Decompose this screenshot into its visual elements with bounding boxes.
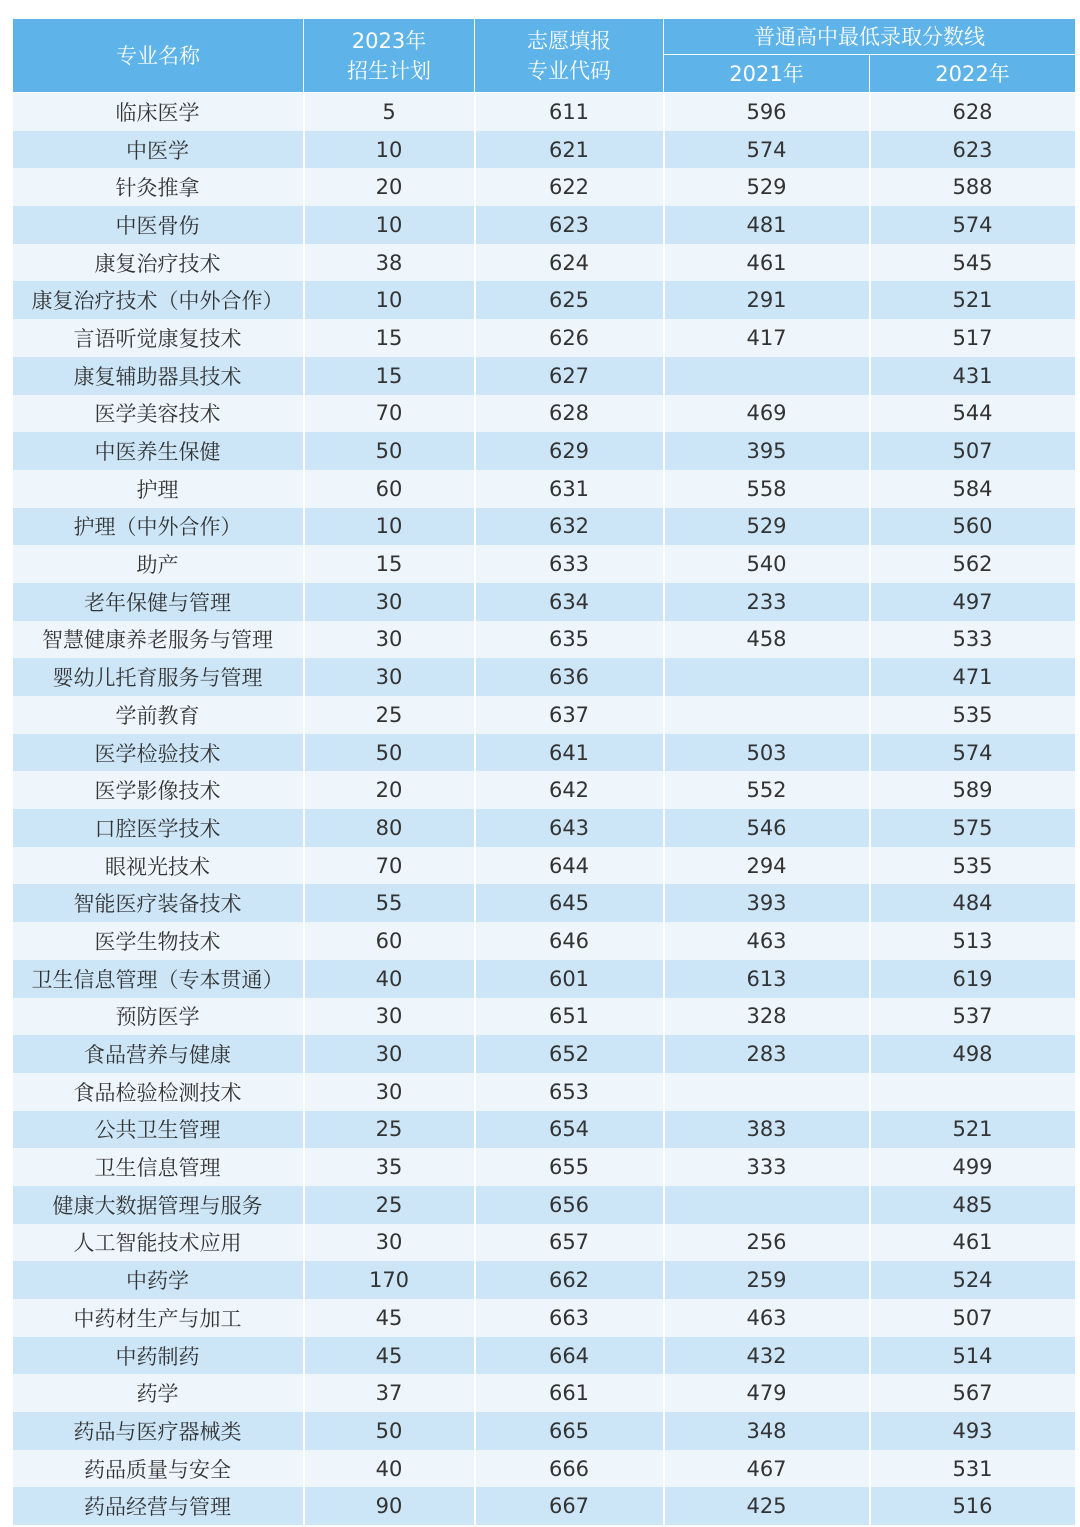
table-row bbox=[13, 771, 1076, 809]
enrollment-plan-cell: 15 bbox=[304, 319, 475, 357]
table-row bbox=[13, 470, 1076, 508]
table-body bbox=[13, 93, 1076, 1526]
score-2022-cell: 575 bbox=[870, 809, 1076, 847]
enrollment-plan-cell: 10 bbox=[304, 508, 475, 546]
major-name-cell: 老年保健与管理 bbox=[13, 583, 304, 621]
major-name-cell: 卫生信息管理 bbox=[13, 1148, 304, 1186]
table-row bbox=[13, 998, 1076, 1036]
major-name-cell: 针灸推拿 bbox=[13, 168, 304, 206]
score-2022-cell: 588 bbox=[870, 168, 1076, 206]
table-row bbox=[13, 1224, 1076, 1262]
score-2022-cell: 531 bbox=[870, 1450, 1076, 1488]
major-name-cell: 公共卫生管理 bbox=[13, 1111, 304, 1149]
major-name-cell: 中药学 bbox=[13, 1261, 304, 1299]
major-code-cell: 655 bbox=[475, 1148, 664, 1186]
table-row bbox=[13, 395, 1076, 433]
major-name-cell: 智慧健康养老服务与管理 bbox=[13, 621, 304, 659]
table-row bbox=[13, 93, 1076, 131]
major-code-cell: 633 bbox=[475, 545, 664, 583]
enrollment-plan-cell: 15 bbox=[304, 545, 475, 583]
major-name-cell: 眼视光技术 bbox=[13, 847, 304, 885]
enrollment-plan-cell: 170 bbox=[304, 1261, 475, 1299]
major-code-cell: 601 bbox=[475, 960, 664, 998]
major-code-cell: 625 bbox=[475, 281, 664, 319]
major-code-cell: 622 bbox=[475, 168, 664, 206]
score-2022-cell: 514 bbox=[870, 1337, 1076, 1375]
major-code-cell: 652 bbox=[475, 1035, 664, 1073]
score-2021-cell: 233 bbox=[664, 583, 870, 621]
score-2022-cell: 623 bbox=[870, 131, 1076, 169]
table-row bbox=[13, 1450, 1076, 1488]
major-name-cell: 人工智能技术应用 bbox=[13, 1224, 304, 1262]
major-name-cell: 医学检验技术 bbox=[13, 734, 304, 772]
major-name-cell: 医学美容技术 bbox=[13, 395, 304, 433]
enrollment-plan-cell: 30 bbox=[304, 1224, 475, 1262]
score-2022-cell: 545 bbox=[870, 244, 1076, 282]
table-row bbox=[13, 847, 1076, 885]
table-row bbox=[13, 960, 1076, 998]
table-row bbox=[13, 1035, 1076, 1073]
major-name-cell: 康复治疗技术 bbox=[13, 244, 304, 282]
table-row bbox=[13, 281, 1076, 319]
score-2021-cell bbox=[664, 1186, 870, 1224]
table-row bbox=[13, 1111, 1076, 1149]
table-row bbox=[13, 621, 1076, 659]
score-2021-cell: 546 bbox=[664, 809, 870, 847]
table-row bbox=[13, 922, 1076, 960]
score-2021-cell: 479 bbox=[664, 1374, 870, 1412]
major-name-cell: 预防医学 bbox=[13, 998, 304, 1036]
enrollment-plan-cell: 45 bbox=[304, 1299, 475, 1337]
enrollment-plan-cell: 60 bbox=[304, 470, 475, 508]
header-score-group: 普通高中最低录取分数线 bbox=[664, 19, 1076, 55]
score-2022-cell: 507 bbox=[870, 1299, 1076, 1337]
score-2021-cell: 467 bbox=[664, 1450, 870, 1488]
major-code-cell: 657 bbox=[475, 1224, 664, 1262]
major-code-cell: 646 bbox=[475, 922, 664, 960]
score-2021-cell: 333 bbox=[664, 1148, 870, 1186]
score-2022-cell: 484 bbox=[870, 884, 1076, 922]
enrollment-plan-cell: 40 bbox=[304, 1450, 475, 1488]
major-name-cell: 口腔医学技术 bbox=[13, 809, 304, 847]
major-code-cell: 643 bbox=[475, 809, 664, 847]
major-code-cell: 663 bbox=[475, 1299, 664, 1337]
enrollment-plan-cell: 90 bbox=[304, 1487, 475, 1525]
major-code-cell: 661 bbox=[475, 1374, 664, 1412]
header-major-name: 专业名称 bbox=[13, 19, 304, 93]
table-row bbox=[13, 696, 1076, 734]
score-2022-cell: 535 bbox=[870, 847, 1076, 885]
score-2022-cell: 544 bbox=[870, 395, 1076, 433]
enrollment-plan-cell: 50 bbox=[304, 1412, 475, 1450]
major-name-cell: 中药制药 bbox=[13, 1337, 304, 1375]
score-2021-cell: 328 bbox=[664, 998, 870, 1036]
enrollment-plan-cell: 30 bbox=[304, 583, 475, 621]
major-name-cell: 中药材生产与加工 bbox=[13, 1299, 304, 1337]
score-2021-cell: 558 bbox=[664, 470, 870, 508]
major-code-cell: 635 bbox=[475, 621, 664, 659]
major-code-cell: 631 bbox=[475, 470, 664, 508]
major-code-cell: 634 bbox=[475, 583, 664, 621]
enrollment-plan-cell: 30 bbox=[304, 998, 475, 1036]
major-name-cell: 智能医疗装备技术 bbox=[13, 884, 304, 922]
score-2021-cell: 463 bbox=[664, 1299, 870, 1337]
enrollment-plan-cell: 30 bbox=[304, 621, 475, 659]
score-2021-cell: 458 bbox=[664, 621, 870, 659]
table-row bbox=[13, 1412, 1076, 1450]
major-code-cell: 664 bbox=[475, 1337, 664, 1375]
table-row bbox=[13, 1261, 1076, 1299]
major-code-cell: 629 bbox=[475, 432, 664, 470]
score-2021-cell: 393 bbox=[664, 884, 870, 922]
enrollment-plan-cell: 25 bbox=[304, 1111, 475, 1149]
major-name-cell: 卫生信息管理（专本贯通） bbox=[13, 960, 304, 998]
major-name-cell: 言语听觉康复技术 bbox=[13, 319, 304, 357]
enrollment-plan-cell: 30 bbox=[304, 658, 475, 696]
header-year-2021: 2021年 bbox=[664, 55, 870, 93]
major-name-cell: 康复辅助器具技术 bbox=[13, 357, 304, 395]
enrollment-plan-cell: 50 bbox=[304, 734, 475, 772]
table-row bbox=[13, 1374, 1076, 1412]
major-name-cell: 医学影像技术 bbox=[13, 771, 304, 809]
score-2022-cell: 461 bbox=[870, 1224, 1076, 1262]
table-row bbox=[13, 545, 1076, 583]
table-row bbox=[13, 1337, 1076, 1375]
major-code-cell: 644 bbox=[475, 847, 664, 885]
score-2022-cell: 560 bbox=[870, 508, 1076, 546]
major-name-cell: 医学生物技术 bbox=[13, 922, 304, 960]
major-code-cell: 641 bbox=[475, 734, 664, 772]
major-name-cell: 健康大数据管理与服务 bbox=[13, 1186, 304, 1224]
admission-table bbox=[12, 18, 1077, 1525]
table-row bbox=[13, 884, 1076, 922]
score-2022-cell: 471 bbox=[870, 658, 1076, 696]
score-2021-cell: 529 bbox=[664, 168, 870, 206]
score-2022-cell: 498 bbox=[870, 1035, 1076, 1073]
enrollment-plan-cell: 5 bbox=[304, 93, 475, 131]
score-2021-cell: 425 bbox=[664, 1487, 870, 1525]
enrollment-plan-cell: 50 bbox=[304, 432, 475, 470]
header-code-line2: 专业代码 bbox=[527, 58, 611, 83]
score-2022-cell: 516 bbox=[870, 1487, 1076, 1525]
score-2022-cell: 493 bbox=[870, 1412, 1076, 1450]
major-code-cell: 642 bbox=[475, 771, 664, 809]
table-header bbox=[13, 19, 1076, 93]
table-row bbox=[13, 432, 1076, 470]
table-row bbox=[13, 131, 1076, 169]
major-name-cell: 食品检验检测技术 bbox=[13, 1073, 304, 1111]
enrollment-plan-cell: 20 bbox=[304, 168, 475, 206]
enrollment-plan-cell: 25 bbox=[304, 1186, 475, 1224]
major-name-cell: 中医骨伤 bbox=[13, 206, 304, 244]
score-2022-cell: 584 bbox=[870, 470, 1076, 508]
major-name-cell: 助产 bbox=[13, 545, 304, 583]
enrollment-plan-cell: 25 bbox=[304, 696, 475, 734]
score-2021-cell: 383 bbox=[664, 1111, 870, 1149]
major-code-cell: 611 bbox=[475, 93, 664, 131]
enrollment-plan-cell: 45 bbox=[304, 1337, 475, 1375]
enrollment-plan-cell: 38 bbox=[304, 244, 475, 282]
score-2022-cell: 619 bbox=[870, 960, 1076, 998]
table-row bbox=[13, 357, 1076, 395]
major-name-cell: 中医学 bbox=[13, 131, 304, 169]
score-2021-cell: 259 bbox=[664, 1261, 870, 1299]
enrollment-plan-cell: 37 bbox=[304, 1374, 475, 1412]
enrollment-plan-cell: 30 bbox=[304, 1073, 475, 1111]
score-2021-cell: 613 bbox=[664, 960, 870, 998]
score-2021-cell: 256 bbox=[664, 1224, 870, 1262]
score-2021-cell: 552 bbox=[664, 771, 870, 809]
score-2022-cell: 431 bbox=[870, 357, 1076, 395]
enrollment-plan-cell: 30 bbox=[304, 1035, 475, 1073]
major-code-cell: 637 bbox=[475, 696, 664, 734]
score-2022-cell: 507 bbox=[870, 432, 1076, 470]
major-name-cell: 护理（中外合作） bbox=[13, 508, 304, 546]
enrollment-plan-cell: 15 bbox=[304, 357, 475, 395]
major-code-cell: 626 bbox=[475, 319, 664, 357]
major-code-cell: 636 bbox=[475, 658, 664, 696]
major-code-cell: 624 bbox=[475, 244, 664, 282]
major-name-cell: 药学 bbox=[13, 1374, 304, 1412]
major-code-cell: 656 bbox=[475, 1186, 664, 1224]
major-code-cell: 621 bbox=[475, 131, 664, 169]
major-name-cell: 药品质量与安全 bbox=[13, 1450, 304, 1488]
score-2022-cell bbox=[870, 1073, 1076, 1111]
table-row bbox=[13, 809, 1076, 847]
enrollment-plan-cell: 70 bbox=[304, 847, 475, 885]
score-2022-cell: 499 bbox=[870, 1148, 1076, 1186]
score-2021-cell bbox=[664, 357, 870, 395]
enrollment-plan-cell: 35 bbox=[304, 1148, 475, 1186]
enrollment-plan-cell: 80 bbox=[304, 809, 475, 847]
table-row bbox=[13, 244, 1076, 282]
score-2021-cell: 461 bbox=[664, 244, 870, 282]
score-2022-cell: 485 bbox=[870, 1186, 1076, 1224]
enrollment-plan-cell: 10 bbox=[304, 281, 475, 319]
table-row bbox=[13, 1148, 1076, 1186]
enrollment-plan-cell: 10 bbox=[304, 206, 475, 244]
score-2021-cell: 469 bbox=[664, 395, 870, 433]
major-code-cell: 666 bbox=[475, 1450, 664, 1488]
score-2021-cell: 574 bbox=[664, 131, 870, 169]
score-2022-cell: 589 bbox=[870, 771, 1076, 809]
header-enrollment-plan bbox=[304, 19, 475, 93]
score-2022-cell: 497 bbox=[870, 583, 1076, 621]
table-row bbox=[13, 508, 1076, 546]
table-row bbox=[13, 206, 1076, 244]
enrollment-plan-cell: 40 bbox=[304, 960, 475, 998]
header-plan-line2: 招生计划 bbox=[347, 58, 431, 83]
score-2021-cell: 529 bbox=[664, 508, 870, 546]
score-2021-cell: 283 bbox=[664, 1035, 870, 1073]
table-row bbox=[13, 1487, 1076, 1525]
header-plan-line1: 2023年 bbox=[351, 28, 427, 53]
score-2021-cell: 540 bbox=[664, 545, 870, 583]
score-2022-cell: 513 bbox=[870, 922, 1076, 960]
score-2021-cell: 348 bbox=[664, 1412, 870, 1450]
major-name-cell: 食品营养与健康 bbox=[13, 1035, 304, 1073]
score-2022-cell: 574 bbox=[870, 206, 1076, 244]
major-code-cell: 623 bbox=[475, 206, 664, 244]
header-year-2022: 2022年 bbox=[870, 55, 1076, 93]
enrollment-plan-cell: 70 bbox=[304, 395, 475, 433]
major-name-cell: 中医养生保健 bbox=[13, 432, 304, 470]
table-row bbox=[13, 168, 1076, 206]
table-row bbox=[13, 658, 1076, 696]
score-2021-cell: 481 bbox=[664, 206, 870, 244]
score-2022-cell: 574 bbox=[870, 734, 1076, 772]
major-code-cell: 667 bbox=[475, 1487, 664, 1525]
table-row bbox=[13, 1073, 1076, 1111]
major-code-cell: 654 bbox=[475, 1111, 664, 1149]
major-code-cell: 651 bbox=[475, 998, 664, 1036]
major-code-cell: 662 bbox=[475, 1261, 664, 1299]
score-2022-cell: 524 bbox=[870, 1261, 1076, 1299]
table-row bbox=[13, 1186, 1076, 1224]
table-row bbox=[13, 1299, 1076, 1337]
header-major-code bbox=[475, 19, 664, 93]
table-row bbox=[13, 734, 1076, 772]
major-code-cell: 627 bbox=[475, 357, 664, 395]
major-name-cell: 药品经营与管理 bbox=[13, 1487, 304, 1525]
major-name-cell: 婴幼儿托育服务与管理 bbox=[13, 658, 304, 696]
major-code-cell: 665 bbox=[475, 1412, 664, 1450]
table-row bbox=[13, 583, 1076, 621]
major-name-cell: 护理 bbox=[13, 470, 304, 508]
score-2022-cell: 533 bbox=[870, 621, 1076, 659]
major-name-cell: 康复治疗技术（中外合作） bbox=[13, 281, 304, 319]
major-code-cell: 632 bbox=[475, 508, 664, 546]
score-2022-cell: 537 bbox=[870, 998, 1076, 1036]
score-2022-cell: 521 bbox=[870, 281, 1076, 319]
table-row bbox=[13, 319, 1076, 357]
score-2021-cell: 417 bbox=[664, 319, 870, 357]
enrollment-plan-cell: 10 bbox=[304, 131, 475, 169]
score-2022-cell: 562 bbox=[870, 545, 1076, 583]
major-code-cell: 653 bbox=[475, 1073, 664, 1111]
score-2021-cell: 463 bbox=[664, 922, 870, 960]
major-code-cell: 645 bbox=[475, 884, 664, 922]
score-2021-cell bbox=[664, 696, 870, 734]
enrollment-plan-cell: 55 bbox=[304, 884, 475, 922]
score-2021-cell: 432 bbox=[664, 1337, 870, 1375]
score-2021-cell bbox=[664, 1073, 870, 1111]
major-name-cell: 学前教育 bbox=[13, 696, 304, 734]
score-2021-cell: 294 bbox=[664, 847, 870, 885]
score-2021-cell: 503 bbox=[664, 734, 870, 772]
score-2021-cell: 291 bbox=[664, 281, 870, 319]
major-code-cell: 628 bbox=[475, 395, 664, 433]
score-2022-cell: 535 bbox=[870, 696, 1076, 734]
score-2021-cell: 395 bbox=[664, 432, 870, 470]
score-2021-cell: 596 bbox=[664, 93, 870, 131]
header-code-line1: 志愿填报 bbox=[527, 28, 611, 53]
enrollment-plan-cell: 20 bbox=[304, 771, 475, 809]
score-2022-cell: 567 bbox=[870, 1374, 1076, 1412]
score-2021-cell bbox=[664, 658, 870, 696]
enrollment-plan-cell: 60 bbox=[304, 922, 475, 960]
major-name-cell: 药品与医疗器械类 bbox=[13, 1412, 304, 1450]
score-2022-cell: 521 bbox=[870, 1111, 1076, 1149]
score-2022-cell: 517 bbox=[870, 319, 1076, 357]
score-2022-cell: 628 bbox=[870, 93, 1076, 131]
major-name-cell: 临床医学 bbox=[13, 93, 304, 131]
